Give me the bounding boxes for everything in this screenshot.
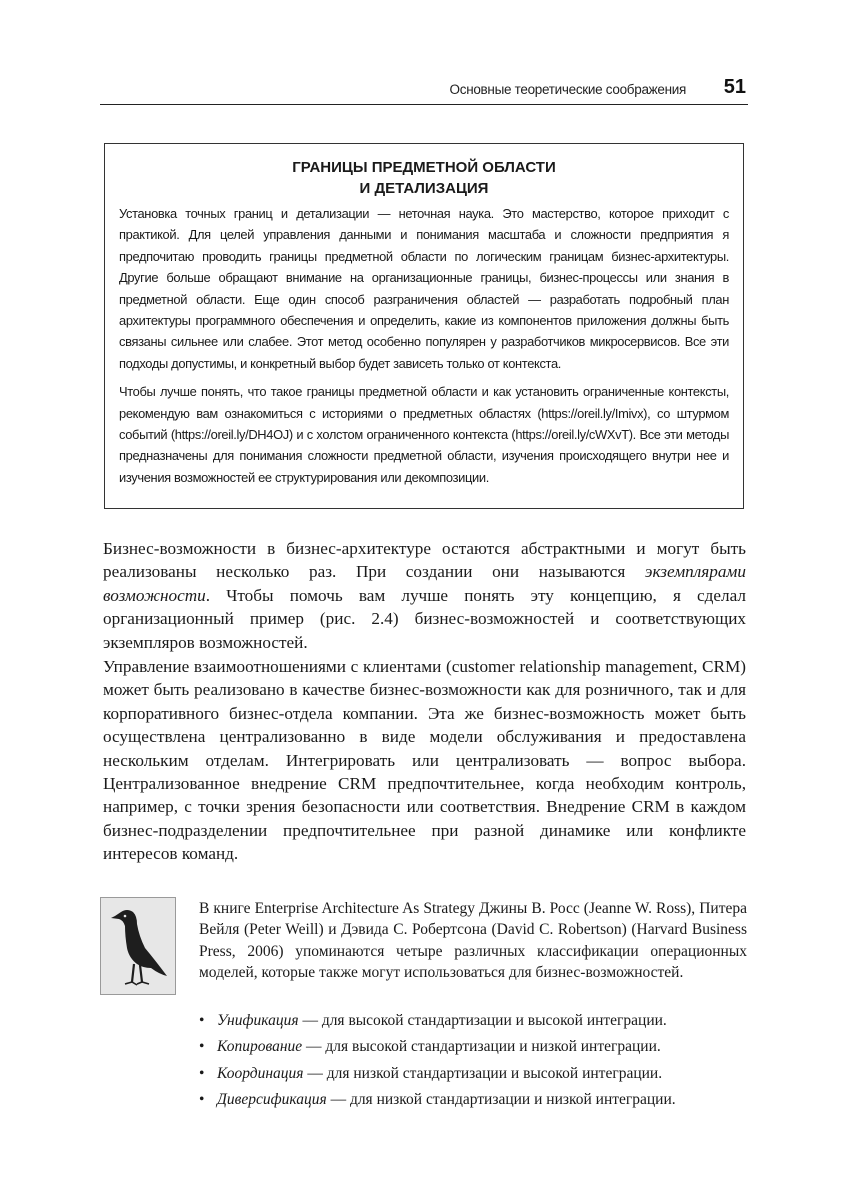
page-number: 51: [723, 76, 746, 98]
sidebar-title-line: И ДЕТАЛИЗАЦИЯ: [359, 180, 489, 197]
sidebar-paragraph: Чтобы лучше понять, что такое границы предметной области и как установить ограниченные контексты, рекомендую вам ознакомиться с историями о предметных областях (https://oreil.ly/Imivx), со штурмом событий (https://oreil.ly/DH4OJ) и с холстом ограниченного контекста (https://oreil.ly/cWXvT). Все эти методы предназначены для понимания сложности предметной области, изучения происходящего внутри нее и изучения возможностей ее структурирования или декомпозиции.: [119, 384, 729, 485]
sidebar-paragraph: Установка точных границ и детализации — неточная наука. Это мастерство, которое приходит с практикой. Для целей управления данными и понимания масштаба и сложности предприятия я предпочитаю проводить границы предметной области по логическим границам бизнес-архитектуры. Другие больше обращают внимание на организационные границы, бизнес-процессы или знания в предметной области. Еще один способ разграничения областей — разработать подробный план архитектуры программного обеспечения и определить, какие из компонентов приложения должны быть связаны сильнее или слабее. Этот метод особенно популярен у разработчиков микросервисов. Все эти подходы допустимы, и конкретный выбор будет зависеть только от контекста.: [119, 206, 729, 371]
list-item: [199, 1008, 747, 1034]
crow-drawing: [101, 898, 175, 994]
list-item: [199, 1061, 747, 1087]
text-run: . Чтобы помочь вам лучше понять эту концепцию, я сделал организационный пример (рис. 2.4) бизнес-возможностей и соответствующих экземпляров возможностей.: [103, 585, 746, 652]
list-term: Диверсификация: [217, 1091, 327, 1109]
sidebar-title-line: ГРАНИЦЫ ПРЕДМЕТНОЙ ОБЛАСТИ: [292, 159, 556, 176]
sidebar-box: [104, 143, 744, 509]
italic-term: экземплярами возможности: [103, 562, 746, 605]
body-paragraph: Управление взаимоотношениями с клиентами (customer relationship management, CRM) может быть реализовано в качестве бизнес-возможности как для розничного, так и для корпоративного бизнес-отдела компании. Эта же бизнес-возможность может быть осуществлена централизованно в виде модели обслуживания и предоставлена нескольким отделам. Интегрировать или централизовать — вопрос выбора. Централизованное внедрение CRM предпочтительнее, когда необходим контроль, например, с точки зрения безопасности или соответствия. Внедрение CRM в каждом бизнес-подразделении предпочтительнее при разной динамике или конфликте интересов команд.: [103, 657, 746, 864]
list-term: Унификация: [217, 1012, 299, 1029]
list-item: [199, 1087, 747, 1113]
crow-icon: [100, 897, 176, 995]
list-text: — для высокой стандартизации и высокой интеграции.: [298, 1012, 667, 1029]
operating-models-list: [199, 1008, 747, 1114]
note-text: В книге Enterprise Architecture As Strategy Джины В. Росс (Jeanne W. Ross), Питера Вейля (Peter Weill) и Дэвида С. Робертсона (David C. Robertson) (Harvard Business Press, 2006) упоминаются четыре различных классификации операционных моделей, которые также могут использоваться для бизнес-возможностей.: [199, 900, 747, 982]
running-title: Основные теоретические соображения: [449, 82, 686, 97]
running-header: [100, 78, 748, 105]
body-paragraph: [103, 537, 746, 654]
bullet: •: [199, 1012, 205, 1029]
bullet: •: [199, 1038, 205, 1056]
list-text: — для низкой стандартизации и высокой интеграции.: [303, 1064, 663, 1082]
sidebar-title: [119, 157, 729, 199]
bullet: •: [199, 1064, 205, 1082]
text-run: Бизнес-возможности в бизнес-архитектуре остаются абстрактными и могут быть реализованы несколько раз. При создании они называются: [103, 539, 746, 582]
list-text: — для высокой стандартизации и низкой интеграции.: [302, 1038, 661, 1056]
list-item: [199, 1034, 747, 1060]
list-term: Копирование: [217, 1038, 303, 1056]
list-text: — для низкой стандартизации и низкой интеграции.: [326, 1091, 676, 1109]
list-term: Координация: [217, 1064, 304, 1082]
bullet: •: [199, 1091, 205, 1109]
